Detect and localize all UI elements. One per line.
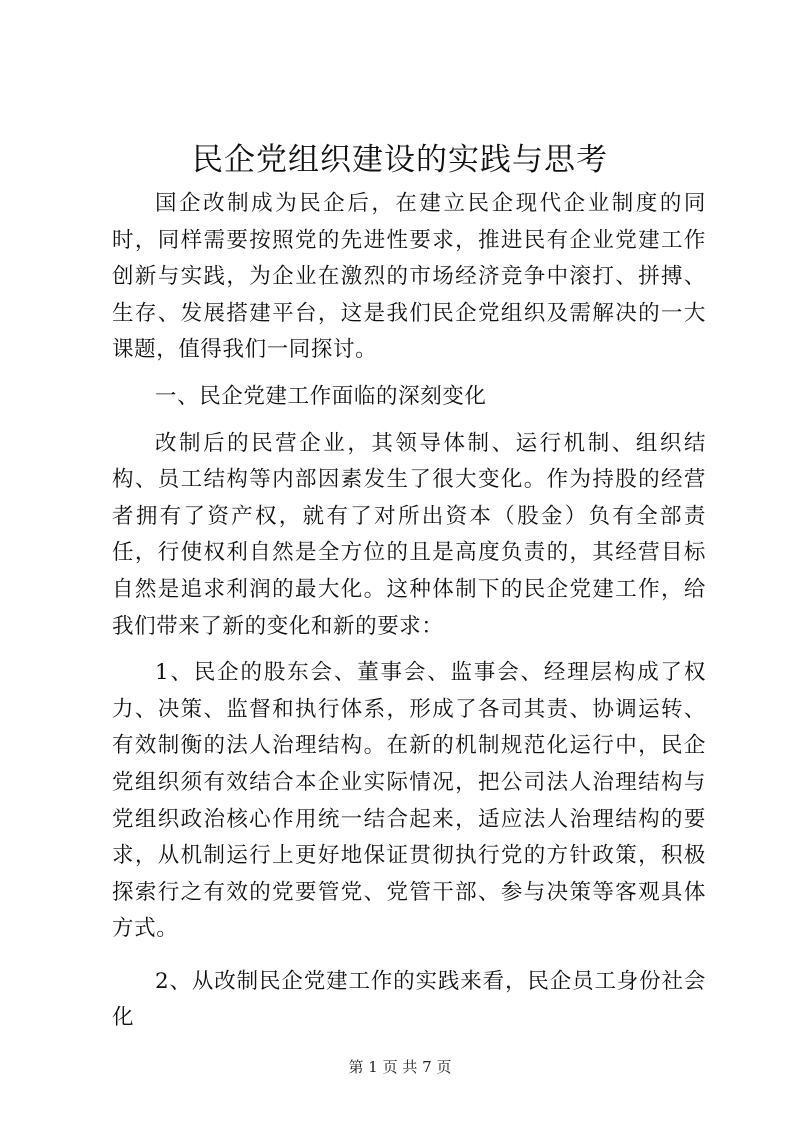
paragraph-changes: 改制后的民营企业，其领导体制、运行机制、组织结构、员工结构等内部因素发生了很大变化。作为持股的经营者拥有了资产权，就有了对所出资本（股金）负有全部责任，行使权利自然是全方位的且是高度负责的，其经营目标自然是追求利润的最大化。这种体制下的民企党建工作，给我们带来了新的变化和新的要求： [112,430,706,639]
paragraph-point-1: 1、民企的股东会、董事会、监事会、经理层构成了权力、决策、监督和执行体系，形成了各司其责、协调运转、有效制衡的法人治理结构。在新的机制规范化运行中，民企党组织须有效结合本企业实际情况，把公司法人治理结构与党组织政治核心作用统一结合起来，适应法人治理结构的要求，从机制运行上更好地保证贯彻执行党的方针政策，积极探索行之有效的党要管党、党管干部、参与决策等客观具体方式。 [112,660,706,942]
document-title: 民企党组织建设的实践与思考 [192,142,608,178]
section-heading: 一、民企党建工作面临的深刻变化 [155,383,487,409]
paragraph-intro: 国企改制成为民企后，在建立民企现代企业制度的同时，同样需要按照党的先进性要求，推进民有企业党建工作创新与实践，为企业在激烈的市场经济竞争中滚打、拼搏、生存、发展搭建平台，这是我们民企党组织及需解决的一大课题，值得我们一同探讨。 [112,191,706,363]
paragraph-point-2: 2、从改制民企党建工作的实践来看，民企员工身份社会化 [112,968,706,1031]
document-body [112,186,706,1037]
page-number-footer: 第 1 页 共 7 页 [348,1058,452,1076]
